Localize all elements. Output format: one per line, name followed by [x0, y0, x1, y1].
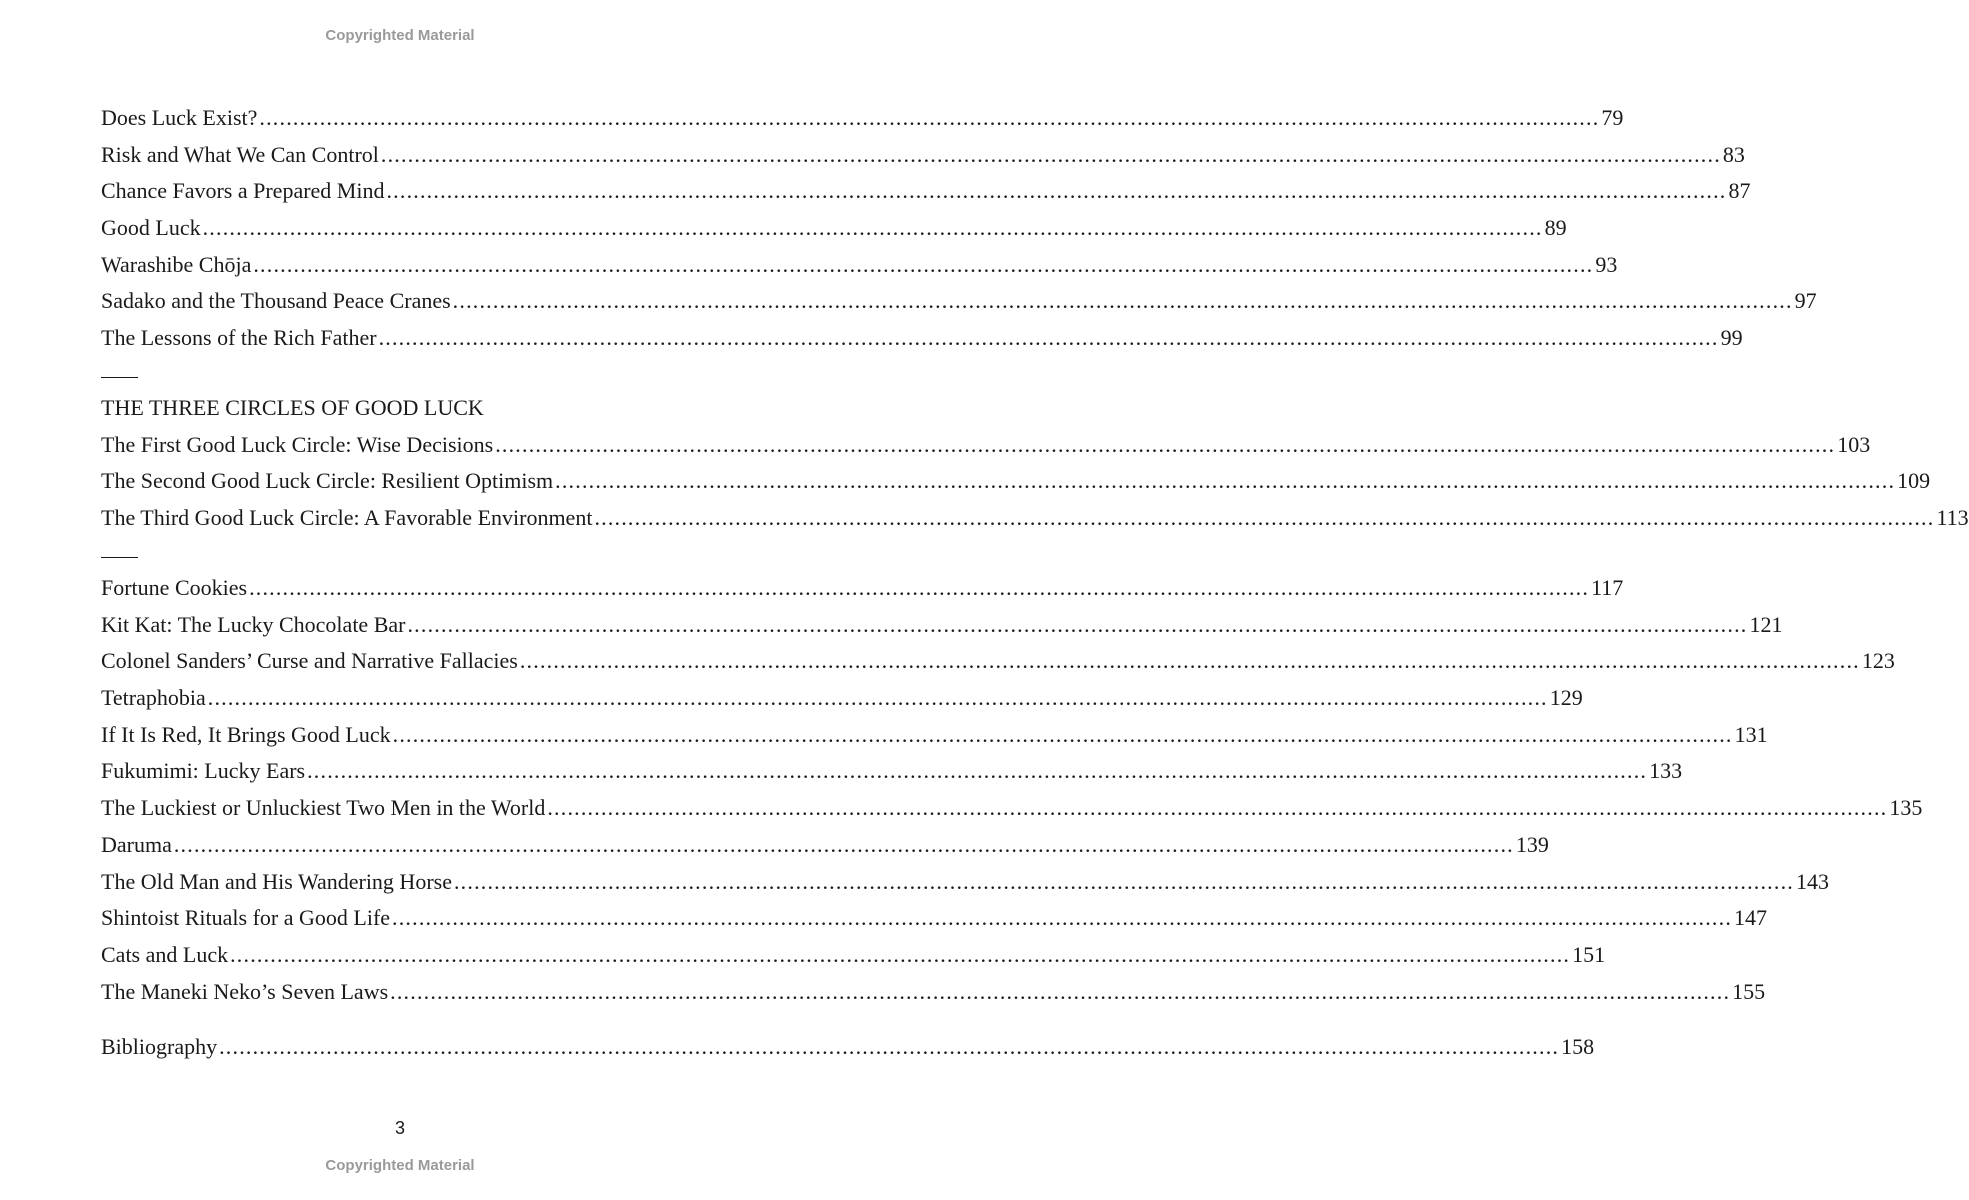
toc-entry-title: Cats and Luck — [101, 941, 229, 967]
copyright-watermark-bottom: Copyrighted Material — [325, 1157, 475, 1174]
toc-entry-page: 133 — [1649, 758, 1683, 784]
toc-entry-page: 109 — [1897, 468, 1931, 494]
toc-entry-title: Colonel Sanders’ Curse and Narrative Fallacies — [101, 648, 518, 674]
toc-entry — [101, 427, 1871, 464]
toc-entry-title: The Third Good Luck Circle: A Favorable Environment — [101, 505, 593, 531]
toc-entry — [101, 717, 1768, 754]
toc-group — [101, 390, 1969, 537]
toc-entry-page: 129 — [1549, 685, 1583, 711]
toc-entry — [101, 500, 1969, 537]
toc-entry-title: The Second Good Luck Circle: Resilient Optimism — [101, 468, 554, 494]
dot-leader: ........................................................................................................................................................................................................ — [392, 905, 1733, 931]
toc-entry-title: If It Is Red, It Brings Good Luck — [101, 721, 391, 747]
toc-entry — [101, 900, 1768, 937]
dot-leader: ........................................................................................................................................................................................................ — [390, 978, 1731, 1004]
toc-entry-title: Risk and What We Can Control — [101, 141, 379, 167]
toc-group — [101, 570, 1923, 1010]
toc-entry — [101, 463, 1931, 500]
toc-entry-page: 113 — [1936, 505, 1969, 531]
dot-leader: ........................................................................................................................................................................................................ — [386, 178, 1727, 204]
toc-entry-title: Fukumimi: Lucky Ears — [101, 758, 306, 784]
toc-entry-page: 135 — [1889, 795, 1923, 821]
toc-entry-title: The Maneki Neko’s Seven Laws — [101, 978, 389, 1004]
dot-leader: ........................................................................................................................................................................................................ — [173, 831, 1514, 857]
dot-leader: ........................................................................................................................................................................................................ — [407, 611, 1748, 637]
toc-entry-page: 139 — [1515, 831, 1549, 857]
toc-entry — [101, 173, 1751, 210]
dot-leader: ........................................................................................................................................................................................................ — [253, 251, 1594, 277]
toc-entry-page: 83 — [1722, 141, 1745, 167]
toc-entry-page: 79 — [1601, 105, 1624, 130]
toc-entry-title: The Lessons of the Rich Father — [101, 325, 377, 351]
toc-entry-page: 143 — [1795, 868, 1829, 894]
toc-entry — [101, 790, 1923, 827]
toc-entry — [101, 320, 1743, 357]
toc-entry-page: 93 — [1595, 251, 1618, 277]
toc-entry-title: Tetraphobia — [101, 685, 206, 711]
toc-entry-page: 151 — [1572, 941, 1606, 967]
toc-entry-page: 123 — [1861, 648, 1895, 674]
dot-leader: ........................................................................................................................................................................................................ — [219, 1034, 1560, 1059]
toc-entry-page: 131 — [1734, 721, 1768, 747]
dot-leader: ........................................................................................................................................................................................................ — [453, 868, 1794, 894]
toc-entry-page: 99 — [1720, 325, 1743, 351]
toc-entry-page: 147 — [1734, 905, 1768, 931]
dot-leader: ........................................................................................................................................................................................................ — [307, 758, 1648, 784]
toc-entry — [101, 570, 1624, 607]
toc-entry — [101, 137, 1745, 174]
toc-entry-title: Good Luck — [101, 215, 201, 241]
toc-entry-page: 158 — [1561, 1034, 1595, 1059]
toc-entry-title: Sadako and the Thousand Peace Cranes — [101, 288, 451, 314]
copyright-watermark-top: Copyrighted Material — [325, 27, 475, 44]
toc-entry — [101, 643, 1895, 680]
toc-entry — [101, 974, 1766, 1011]
section-heading: THE THREE CIRCLES OF GOOD LUCK — [101, 395, 484, 420]
toc-group — [101, 1029, 1595, 1066]
toc-entry-page: 155 — [1732, 978, 1766, 1004]
dot-leader: ........................................................................................................................................................................................................ — [452, 288, 1793, 314]
toc-entry — [101, 937, 1606, 974]
toc-entry-title: Kit Kat: The Lucky Chocolate Bar — [101, 611, 406, 637]
dot-leader: ........................................................................................................................................................................................................ — [495, 431, 1836, 457]
dot-leader: ........................................................................................................................................................................................................ — [202, 215, 1543, 241]
toc-group — [101, 100, 1817, 357]
toc-entry — [101, 680, 1583, 717]
toc-entry-title: Warashibe Chōja — [101, 251, 252, 277]
dot-leader: ........................................................................................................................................................................................................ — [594, 505, 1935, 531]
toc-entry-title: The Luckiest or Unluckiest Two Men in the World — [101, 795, 546, 821]
dot-leader: ........................................................................................................................................................................................................ — [547, 795, 1888, 821]
toc-entry — [101, 864, 1829, 901]
toc-entry-page: 117 — [1591, 575, 1624, 600]
toc-entry-title: Shintoist Rituals for a Good Life — [101, 905, 391, 931]
dot-leader: ........................................................................................................................................................................................................ — [249, 575, 1590, 600]
toc-entry-title: Does Luck Exist? — [101, 105, 258, 130]
toc-entry — [101, 607, 1783, 644]
toc-entry-title: Chance Favors a Prepared Mind — [101, 178, 385, 204]
toc-entry-title: The Old Man and His Wandering Horse — [101, 868, 452, 894]
toc-entry — [101, 100, 1624, 137]
toc-entry-page: 103 — [1837, 431, 1871, 457]
dot-leader: ........................................................................................................................................................................................................ — [380, 141, 1721, 167]
dot-leader: ........................................................................................................................................................................................................ — [378, 325, 1719, 351]
toc-entry — [101, 247, 1618, 284]
toc-entry — [101, 283, 1817, 320]
dot-leader: ........................................................................................................................................................................................................ — [207, 685, 1548, 711]
page-number: 3 — [394, 1118, 405, 1138]
toc-entry-title: Bibliography — [101, 1034, 218, 1059]
toc-entry — [101, 827, 1549, 864]
dot-leader: ........................................................................................................................................................................................................ — [555, 468, 1896, 494]
toc-entry-page: 89 — [1544, 215, 1567, 241]
toc-entry-page: 97 — [1794, 288, 1817, 314]
toc-entry-title: Daruma — [101, 831, 172, 857]
dot-leader: ........................................................................................................................................................................................................ — [392, 721, 1733, 747]
toc-entry-page: 87 — [1728, 178, 1751, 204]
toc-entry-title: Fortune Cookies — [101, 575, 248, 600]
dot-leader: ........................................................................................................................................................................................................ — [230, 941, 1571, 967]
dot-leader: ........................................................................................................................................................................................................ — [519, 648, 1860, 674]
toc-entry — [101, 1029, 1595, 1066]
section-divider — [101, 377, 138, 378]
toc-entry-page: 121 — [1749, 611, 1783, 637]
toc-entry — [101, 753, 1683, 790]
dot-leader: ........................................................................................................................................................................................................ — [259, 105, 1600, 130]
section-divider — [101, 557, 138, 558]
toc-entry — [101, 210, 1567, 247]
toc-entry-title: The First Good Luck Circle: Wise Decisions — [101, 431, 494, 457]
